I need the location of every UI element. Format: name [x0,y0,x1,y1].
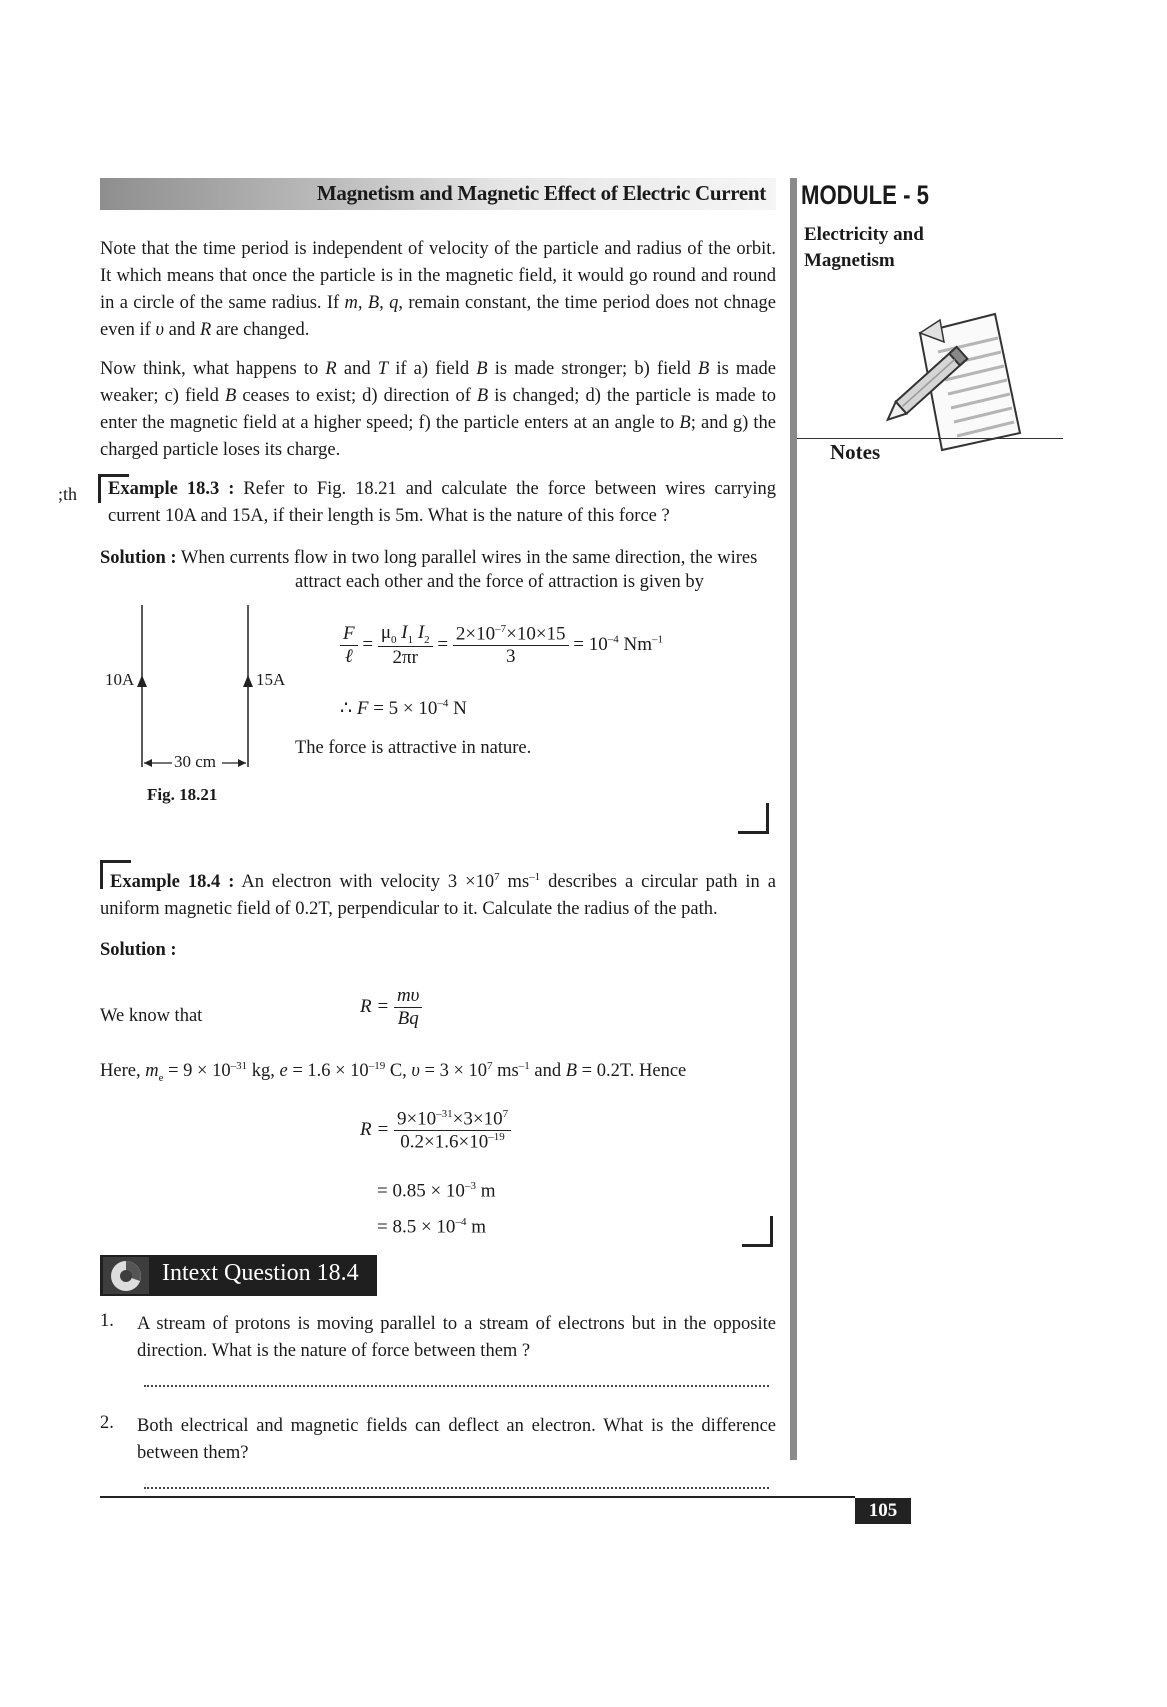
force-per-length-equation: $\frac{F}{\text{ℓ}}$ = $\frac{\mu_0 I_1 I_2}{2\pi r}$ = $\frac{2\times 10^{-7}\times 10\times 15}{3}$ = $10^{-4}$ $Nm^{-1}$ [340,622,663,669]
intext-pie-icon [103,1257,149,1294]
intext-title: Intext Question 18.4 [162,1260,359,1286]
page-number: 105 [855,1498,911,1524]
paragraph-time-period: Note that the time period is independent of velocity of the particle and radius of the orbit. It which means that once the particle is in the magnetic field, it would go round and round in a circle of the same radius. If m, B, q, remain constant, the time period does not chnage even if υ and R are changed. [100,239,776,340]
force-nature: The force is attractive in nature. [295,738,532,758]
answer-line[interactable] [144,1385,769,1387]
example-18-4: Example 18.4 : An electron with velocity $3 \times 10^7$ $ms^{-1}$ describes a circular path in a uniform magnetic field of 0.2T, perpendicular to it. Calculate the radius of the path. [100,871,776,920]
radius-calculation: R = $\frac{9\times 10^{-31}\times 3\times 10^7}{0.2\times 1.6\times 10^{-19}}$ [360,1108,511,1154]
module-subtitle [804,222,924,274]
example-end-bracket [742,1216,773,1247]
right-current-label: 15A [256,670,286,689]
question-text: A stream of protons is moving parallel to a stream of electrons but in the opposite direction. What is the nature of force between them ? [137,1314,776,1361]
module-subtitle-line2: Magnetism [804,250,895,271]
radius-step2: = $8.5 \times 10^{-4}$ m [377,1216,486,1238]
solution-18-4-label: Solution : [100,940,177,960]
solution-18-3: Solution : When currents flow in two long parallel wires in the same direction, the wires [100,548,758,568]
solution-18-3-line2: attract each other and the force of attraction is given by [295,572,704,592]
intext-question-header [100,1255,377,1296]
margin-fragment: ;th [58,484,78,504]
example-label: Example 18.3 : [108,479,235,499]
module-subtitle-line1: Electricity and [804,224,924,245]
radius-formula: R = $\frac{m\upsilon}{Bq}$ [360,985,422,1030]
notes-label: Notes [830,440,881,464]
question-number: 2. [100,1413,114,1433]
example-18-3: Example 18.3 : Refer to Fig. 18.21 and calculate the force between wires carrying current 10A and 15A, if their length is 5m. What is the nature of this force ? [108,479,776,526]
module-title: MODULE - 5 [801,180,929,210]
separation-label: 30 cm [174,752,217,771]
radius-step1: = $0.85 \times 10^{-3}$ m [377,1180,496,1202]
answer-line[interactable] [144,1487,769,1489]
question-text: Both electrical and magnetic fields can deflect an electron. What is the difference between them? [137,1416,776,1463]
example-end-bracket [738,803,769,834]
chapter-title: Magnetism and Magnetic Effect of Electric Current [316,181,766,205]
chapter-header-bar [100,178,776,210]
left-current-label: 10A [105,670,135,689]
force-result: ∴ $F = 5 \times 10^{-4}$ N [340,697,467,719]
paragraph-think-questions: Now think, what happens to R and T if a) field B is made stronger; b) field B is made weaker; c) field B ceases to exist; d) direction of B is changed; d) the particle is made to enter the magnetic field at a higher speed; f) the particle enters at an angle to B; and g) the charged particle loses its charge. [100,359,776,460]
given-values: Here, $m_e = 9 \times 10^{-31}$ kg, $e = 1.6 \times 10^{-19}$ C, $\upsilon = 3 \times 10^7$ $ms^{-1}$ and B = 0.2T. Hence [100,1060,687,1084]
question-number: 1. [100,1311,114,1331]
figure-caption: Fig. 18.21 [147,785,218,804]
we-know-that: We know that [100,1006,203,1026]
footer-rule [100,1496,855,1498]
sidebar-divider [790,178,797,1460]
example-label: Example 18.4 : [110,872,235,893]
notes-rule [797,438,1063,439]
notes-pencil-icon [880,308,1030,456]
